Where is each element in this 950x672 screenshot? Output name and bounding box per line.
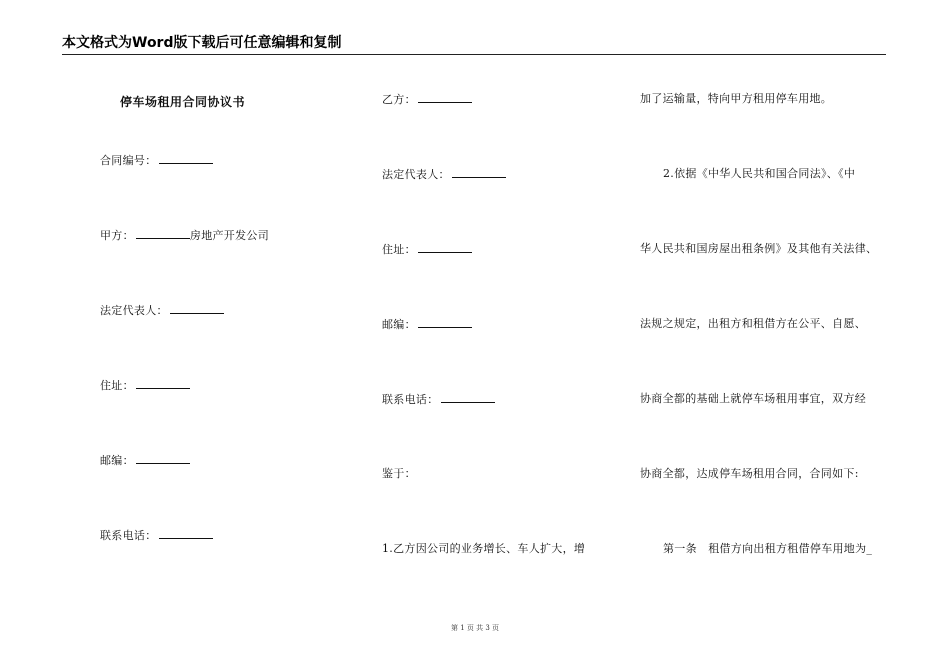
party-b-postcode-line — [382, 317, 472, 332]
body-line-3: 华人民共和国房屋出租条例》及其他有关法律、 — [640, 242, 878, 255]
contract-number-blank — [159, 153, 213, 164]
party-a-address-label: 住址： — [100, 379, 134, 392]
body-line-2: 2.依据《中华人民共和国合同法》、《中 — [663, 167, 856, 180]
body-line-7: 第一条 租借方向出租方租借停车用地为_ — [663, 542, 873, 555]
party-a-legal-rep-blank — [170, 303, 224, 314]
party-a-legal-rep-label: 法定代表人： — [100, 304, 168, 317]
party-b-postcode-blank — [418, 317, 472, 328]
party-b-phone-blank — [441, 392, 495, 403]
party-b-label: 乙方： — [382, 93, 416, 106]
party-a-address-line — [100, 378, 190, 393]
body-line-1: 加了运输量，特向甲方租用停车用地。 — [640, 92, 833, 105]
party-a-phone-line — [100, 528, 213, 543]
whereas-line: 鉴于： — [382, 467, 416, 480]
party-b-phone-line — [382, 392, 495, 407]
party-b-blank — [418, 92, 472, 103]
party-a-legal-rep-line — [100, 303, 224, 318]
party-b-address-line — [382, 242, 472, 257]
party-a-postcode-blank — [136, 453, 190, 464]
page-footer: 第 1 页 共 3 页 — [450, 624, 500, 632]
contract-number-line — [100, 153, 213, 168]
party-b-phone-label: 联系电话： — [382, 393, 439, 406]
party-b-legal-rep-blank — [452, 167, 506, 178]
column-2 — [382, 0, 622, 620]
party-b-address-label: 住址： — [382, 243, 416, 256]
body-line-5: 协商全都的基础上就停车场租用事宜，双方经 — [640, 392, 866, 405]
body-line-4: 法规之规定，出租方和租借方在公平、自愿、 — [640, 317, 866, 330]
party-a-label: 甲方： — [100, 229, 134, 242]
clause-1-line: 1.乙方因公司的业务增长、车人扩大，增 — [382, 542, 586, 555]
party-b-legal-rep-line — [382, 167, 506, 182]
document-title: 停车场租用合同协议书 — [120, 95, 246, 109]
party-a-address-blank — [136, 378, 190, 389]
party-b-postcode-label: 邮编： — [382, 318, 416, 331]
party-a-suffix: 房地产开发公司 — [189, 229, 270, 242]
party-b-address-blank — [418, 242, 472, 253]
party-a-postcode-line — [100, 453, 190, 468]
column-3 — [640, 0, 890, 620]
party-a-phone-blank — [159, 528, 213, 539]
party-a-line — [100, 228, 269, 243]
party-a-phone-label: 联系电话： — [100, 529, 157, 542]
contract-number-label: 合同编号： — [100, 154, 157, 167]
party-b-legal-rep-label: 法定代表人： — [382, 168, 450, 181]
header-title: 本文格式为Word版下载后可任意编辑和复制 — [62, 35, 342, 51]
body-line-6: 协商全都，达成停车场租用合同，合同如下: — [640, 467, 859, 480]
party-a-postcode-label: 邮编： — [100, 454, 134, 467]
column-1 — [100, 0, 350, 620]
party-a-blank — [136, 228, 190, 239]
party-b-line — [382, 92, 472, 107]
